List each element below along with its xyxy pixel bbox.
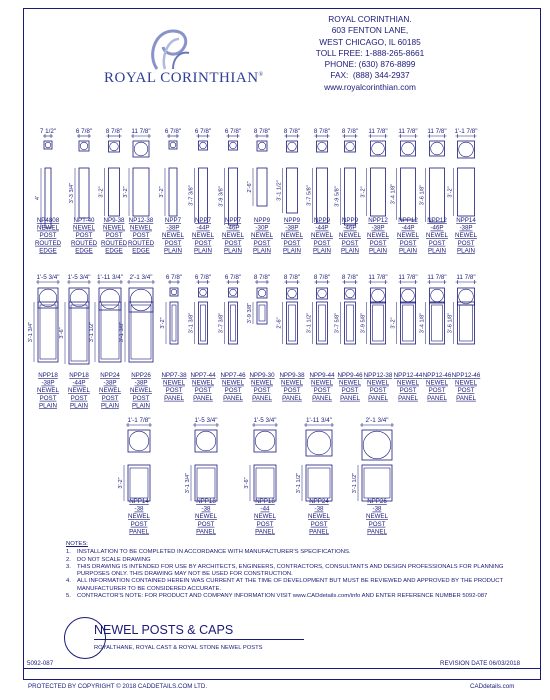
top-dimension-label: 1'-5 3/4"	[194, 417, 218, 424]
post-elevation	[345, 302, 356, 344]
detail-row3-2	[244, 417, 278, 535]
note-item	[66, 593, 506, 600]
post-elevation	[371, 168, 386, 216]
post-panel-inset	[101, 305, 119, 359]
cap-plan-square	[254, 430, 276, 452]
post-label: NPP26 -38 NEWEL POST PANEL	[365, 498, 389, 536]
cap-plan-square	[362, 430, 392, 460]
side-dimension-label: 3'-1 1/2"	[306, 312, 313, 334]
detail-row1-8	[277, 128, 304, 254]
note-number: 1.	[66, 549, 71, 556]
post-elevation	[401, 168, 416, 220]
cap-plan-circle	[134, 142, 148, 156]
revision-date: REVISION DATE 06/03/2018	[440, 660, 521, 667]
post-elevation	[69, 302, 89, 364]
post-panel-inset	[130, 468, 148, 498]
address-line[interactable]: www.royalcorinthian.com	[324, 81, 416, 92]
cap-plan-circle	[402, 289, 415, 302]
cap-plan-square	[133, 141, 149, 157]
cap-plan-square	[430, 288, 445, 303]
note-number: 3.	[66, 563, 71, 570]
top-dimension-label: 8 7/8"	[341, 274, 359, 281]
post-panel-inset	[259, 305, 265, 321]
side-dimension-label: 3'-7 3/8"	[188, 185, 195, 206]
post-panel-inset	[40, 305, 56, 359]
cap-plan-square	[129, 288, 153, 312]
top-dimension-label: 6 7/8"	[194, 128, 212, 135]
post-panel-inset	[201, 305, 206, 341]
side-dimension-label: 3'-2"	[390, 317, 397, 329]
side-dimension-label: 3'-6 1/8"	[419, 184, 426, 206]
cap-plan-circle	[288, 142, 297, 151]
post-label: NPP9 -44P NEWEL POST PLAIN	[310, 217, 334, 255]
post-label: NPP9-30 NEWEL POST PANEL	[249, 372, 275, 402]
top-dimension-label: 11 7/8"	[131, 128, 151, 135]
cap-plan-circle	[372, 142, 385, 155]
detail-row2-2	[89, 274, 123, 409]
cap-plan-circle	[307, 431, 331, 455]
post-label: NPP12-44 NEWEL POST PANEL	[393, 372, 423, 402]
top-dimension-label: 6 7/8"	[224, 274, 242, 281]
footer-divider	[23, 668, 541, 669]
detail-row2-10	[335, 274, 364, 402]
cap-plan-square	[345, 141, 356, 152]
top-dimension-label: 8 7/8"	[283, 128, 301, 135]
post-label: NPP18 -44P NEWEL POST PLAIN	[67, 372, 91, 410]
post-elevation	[254, 465, 276, 501]
post-elevation	[199, 168, 208, 223]
side-dimension-label: 3'-1 3/8"	[188, 312, 195, 334]
post-elevation	[306, 465, 332, 501]
top-dimension-label: 11 7/8"	[368, 128, 388, 135]
post-label: NPP9-44 NEWEL POST PANEL	[309, 372, 335, 402]
address-line: ROYAL CORINTHIAN.	[328, 14, 412, 24]
side-dimension-label: 3'-4 1/8"	[390, 183, 397, 205]
side-dimension-label: 3'-7 3/8"	[218, 312, 225, 334]
detail-row2-9	[307, 274, 336, 402]
note-number: 4.	[66, 578, 71, 585]
side-dimension-label: 3'-2"	[160, 317, 166, 329]
post-elevation	[229, 302, 238, 344]
side-dimension-label: 3'-2"	[98, 186, 105, 198]
post-label: NPP12-38 NEWEL POST PANEL	[363, 372, 393, 402]
post-label: NP12-38 NEWEL POST ROUTED EDGE	[127, 217, 155, 255]
cap-plan-square	[430, 141, 445, 156]
top-dimension-label: 1'-11 3/4"	[96, 274, 124, 281]
cap-plan-circle	[318, 289, 327, 298]
notes-block	[66, 541, 506, 600]
detail-row2-0	[28, 274, 60, 409]
post-label: NPP12 -44P NEWEL POST PLAIN	[396, 217, 420, 255]
brand-name: ROYAL CORINTHIAN®	[104, 70, 264, 86]
note-item	[66, 557, 506, 564]
post-panel-inset	[319, 305, 326, 341]
side-dimension-label: 3'-1 3/4"	[28, 321, 34, 343]
post-elevation	[257, 168, 267, 206]
post-panel-inset	[172, 305, 176, 341]
drawing-subtitle: ROYALTHANE, ROYAL CAST & ROYAL STONE NEWEL POSTS	[94, 645, 263, 651]
top-dimension-label: 1'-5 3/4"	[253, 417, 277, 424]
detail-row1-14	[448, 128, 478, 254]
side-dimension-label: 3'-9 5/8"	[360, 312, 367, 334]
post-panel-inset	[131, 305, 151, 359]
side-dimension-label: 3'-1 1/2"	[276, 180, 283, 201]
detail-row2-1	[59, 274, 91, 409]
top-dimension-label: 11 7/8"	[456, 274, 476, 281]
post-elevation	[169, 168, 177, 216]
post-elevation	[199, 302, 208, 344]
post-panel-inset	[231, 305, 236, 341]
notes-heading: NOTES:	[66, 541, 88, 547]
cap-plan-circle	[431, 142, 444, 155]
cap-plan-square	[109, 141, 120, 152]
side-dimension-label: 3'-6 1/8"	[447, 312, 454, 334]
post-elevation	[287, 168, 298, 213]
cap-plan-square	[345, 288, 356, 299]
post-label: NPP14 -38P NEWEL POST PLAIN	[454, 217, 478, 255]
top-dimension-label: 1'-5 3/4"	[67, 274, 91, 281]
address-line: WEST CHICAGO, IL 60185	[319, 36, 421, 47]
side-dimension-label: 3'-7 5/8"	[334, 312, 341, 334]
cap-plan-circle	[346, 142, 355, 151]
notes-list	[66, 549, 506, 600]
post-panel-inset	[460, 305, 473, 341]
cap-plan-circle	[230, 142, 237, 149]
detail-row1-0	[35, 128, 62, 254]
drawing-code: 5092-087	[27, 660, 54, 667]
cap-plan-square	[401, 288, 416, 303]
post-label: NP4808 NEWEL POST ROUTED EDGE	[34, 217, 62, 255]
side-dimension-label: 3'-2"	[123, 186, 129, 198]
cap-plan-circle	[110, 142, 119, 151]
post-panel-inset	[347, 305, 354, 341]
post-elevation	[317, 168, 328, 223]
detail-row2-6	[219, 274, 247, 402]
note-text: THIS DRAWING IS INTENDED FOR USE BY ARCHITECTS, ENGINEERS, CONTRACTORS, CONSULTANTS AND DESIGN PROFESSIONALS FOR PLANNING PURPOSES ONLY. THIS DRAWING MAY NOT BE USED FOR CONSTRUCTION.	[77, 563, 504, 578]
detail-row1-6	[219, 128, 245, 254]
post-elevation	[79, 168, 89, 218]
note-number: 2.	[66, 556, 71, 563]
cap-plan-circle	[130, 289, 152, 311]
cap-plan-square	[371, 288, 386, 303]
top-dimension-label: 6 7/8"	[224, 128, 242, 135]
detail-row2-3	[119, 274, 155, 409]
side-dimension-label: 3'-2"	[447, 186, 454, 198]
side-dimension-label: 3'-9 3/8"	[218, 186, 225, 207]
note-item	[66, 564, 506, 579]
cap-plan-circle	[230, 289, 237, 296]
cap-plan-circle	[258, 289, 266, 297]
post-label: NPP14 -38 NEWEL POST PANEL	[127, 498, 151, 536]
cap-plan-circle	[196, 431, 216, 451]
post-label: NPP7 -46P NEWEL POST PLAIN	[221, 217, 245, 255]
side-dimension-label: 3'-7 5/8"	[306, 185, 313, 206]
post-elevation	[99, 302, 121, 362]
post-label: NPP9-46 NEWEL POST PANEL	[337, 372, 363, 402]
top-dimension-label: 8 7/8"	[105, 128, 123, 135]
cap-plan-circle	[39, 289, 57, 307]
post-panel-inset	[364, 468, 390, 498]
top-dimension-label: 1'-1 7/8"	[454, 128, 478, 135]
cap-plan-circle	[459, 142, 474, 157]
post-label: NPP12-46 NEWEL POST PANEL	[451, 372, 481, 402]
title-underline	[94, 639, 304, 640]
cap-plan-circle	[200, 142, 207, 149]
note-item	[66, 578, 506, 593]
post-label: NP9-38 NEWEL POST ROUTED EDGE	[100, 217, 128, 255]
note-text: INSTALLATION TO BE COMPLETED IN ACCORDANCE WITH MANUFACTURER'S SPECIFICATIONS.	[77, 549, 351, 556]
side-dimension-label: 4'	[35, 195, 41, 201]
top-dimension-label: 11 7/8"	[398, 274, 418, 281]
detail-row2-8	[277, 274, 306, 402]
post-elevation	[458, 302, 475, 344]
post-label: NPP24 -38P NEWEL POST PLAIN	[98, 372, 122, 410]
side-dimension-label: 3'-2"	[159, 186, 165, 198]
cap-plan-circle	[288, 289, 297, 298]
cap-plan-square	[306, 430, 332, 456]
detail-row2-11	[361, 274, 393, 402]
post-panel-inset	[289, 305, 296, 341]
detail-row1-9	[307, 128, 334, 254]
note-text: CONTRACTOR'S NOTE: FOR PRODUCT AND COMPANY INFORMATION VISIT www.CADdetails.com/info AND ENTER REFERENCE NUMBER 5092-087	[77, 593, 488, 600]
cap-plan-square	[458, 141, 475, 158]
post-panel-inset	[403, 305, 414, 341]
detail-row1-1	[69, 128, 98, 254]
top-dimension-label: 6 7/8"	[75, 128, 93, 135]
cap-plan-circle	[100, 289, 120, 309]
post-label: NPP7-44 NEWEL POST PANEL	[190, 372, 216, 402]
detail-row1-7	[247, 128, 274, 254]
cap-plan-circle	[258, 142, 266, 150]
side-dimension-label: 2'-6"	[247, 181, 253, 193]
side-dimension-label: 3'-6"	[244, 477, 250, 489]
post-label: NPP12-46 NEWEL POST PANEL	[422, 372, 452, 402]
site-link[interactable]: CADdetails.com	[470, 683, 515, 690]
cap-plan-circle	[363, 431, 391, 459]
top-dimension-label: 8 7/8"	[313, 128, 331, 135]
cap-plan-circle	[255, 431, 275, 451]
side-dimension-label: 3'-9 3/8"	[247, 302, 253, 324]
post-label: NPP7-46 NEWEL POST PANEL	[220, 372, 246, 402]
cap-plan-circle	[171, 289, 177, 295]
side-dimension-label: 3'-1 3/8"	[119, 321, 125, 343]
post-panel-inset	[197, 468, 215, 498]
cap-plan-square	[287, 288, 298, 299]
cap-plan-circle	[372, 289, 385, 302]
cap-plan-circle	[80, 142, 88, 150]
post-elevation	[128, 465, 150, 501]
post-elevation	[133, 168, 149, 216]
cap-plan-square	[458, 288, 475, 305]
top-dimension-label: 1'-1 7/8"	[127, 417, 151, 424]
address-line: FAX: (888) 344-2937	[330, 70, 410, 81]
post-panel-inset	[432, 305, 443, 341]
detail-row2-13	[420, 274, 452, 402]
detail-row1-11	[361, 128, 390, 254]
post-label: NPP7 -44P NEWEL POST PLAIN	[191, 217, 215, 255]
post-elevation	[458, 168, 475, 216]
top-dimension-label: 11 7/8"	[398, 128, 418, 135]
post-elevation	[38, 302, 58, 362]
detail-row3-0	[118, 417, 152, 535]
side-dimension-label: 3'-1 1/2"	[296, 472, 302, 494]
top-dimension-label: 11 7/8"	[368, 274, 388, 281]
note-number: 5.	[66, 593, 71, 600]
top-dimension-label: 8 7/8"	[313, 274, 331, 281]
cap-plan-square	[317, 288, 328, 299]
detail-row1-5	[189, 128, 215, 254]
post-label: NPP12 -38P NEWEL POST PLAIN	[366, 217, 390, 255]
cap-plan-circle	[200, 289, 207, 296]
cap-plan-circle	[70, 289, 88, 307]
detail-row2-12	[391, 274, 423, 402]
copyright-text: PROTECTED BY COPYRIGHT © 2018 CADDETAILS.COM LTD.	[28, 683, 208, 690]
post-label: NPP24 -38 NEWEL POST PANEL	[307, 498, 331, 536]
detail-row2-7	[247, 274, 275, 402]
drawing-title: NEWEL POSTS & CAPS	[94, 623, 234, 637]
post-label: NPP9-38 NEWEL POST PANEL	[279, 372, 305, 402]
side-dimension-label: 3'-4 1/8"	[419, 312, 426, 334]
cap-plan-circle	[170, 142, 176, 148]
detail-row1-4	[159, 128, 185, 254]
post-label: NPP9 -38P NEWEL POST PLAIN	[280, 217, 304, 255]
address-line: TOLL FREE: 1-888-265-8661	[315, 47, 425, 58]
detail-row2-5	[189, 274, 217, 402]
top-dimension-label: 1'-11 3/4"	[305, 417, 333, 424]
side-dimension-label: 3'-3 3/4"	[69, 182, 75, 204]
cap-plan-square	[287, 141, 298, 152]
top-dimension-label: 11 7/8"	[427, 274, 447, 281]
post-elevation	[317, 302, 328, 344]
top-dimension-label: 8 7/8"	[283, 274, 301, 281]
side-dimension-label: 3'-9 5/8"	[334, 186, 341, 207]
top-dimension-label: 8 7/8"	[341, 128, 359, 135]
post-elevation	[430, 168, 445, 222]
post-label: NPP7 -38P NEWEL POST PLAIN	[161, 217, 185, 255]
cap-plan-square	[99, 288, 121, 310]
top-dimension-label: 1'-5 3/4"	[36, 274, 60, 281]
detail-row3-1	[185, 417, 219, 535]
post-label: NPP18 -38 NEWEL POST PANEL	[194, 498, 218, 536]
post-panel-inset	[308, 468, 330, 498]
top-dimension-label: 8 7/8"	[253, 128, 271, 135]
side-dimension-label: 3'-2"	[118, 477, 124, 489]
cap-plan-square	[128, 430, 150, 452]
detail-row3-3	[296, 417, 334, 535]
cap-plan-circle	[318, 142, 327, 151]
cap-plan-square	[317, 141, 328, 152]
post-label: NPP26 -38P NEWEL POST PLAIN	[129, 372, 153, 410]
detail-row1-13	[420, 128, 449, 254]
side-dimension-label: 3'-1 3/4"	[185, 472, 191, 494]
cap-plan-square	[401, 141, 416, 156]
top-dimension-label: 6 7/8"	[194, 274, 212, 281]
post-label: NPP9 -46P NEWEL POST PLAIN	[338, 217, 362, 255]
side-dimension-label: 2'-6"	[276, 317, 283, 329]
post-panel-inset	[256, 468, 274, 498]
detail-row1-12	[391, 128, 420, 254]
cap-plan-circle	[402, 142, 415, 155]
cap-plan-square	[195, 430, 217, 452]
note-text: DO NOT SCALE DRAWING	[77, 556, 151, 563]
detail-row1-3	[123, 128, 155, 254]
cap-plan-circle	[45, 142, 51, 148]
post-label: NPP12 -46P NEWEL POST PLAIN	[425, 217, 449, 255]
post-elevation	[287, 302, 298, 344]
top-dimension-label: 7 1/2"	[39, 128, 57, 135]
top-dimension-label: 8 7/8"	[253, 274, 271, 281]
post-panel-inset	[373, 305, 384, 341]
detail-row1-10	[335, 128, 362, 254]
post-label: NPP18 -44 NEWEL POST PANEL	[253, 498, 277, 536]
top-dimension-label: 6 7/8"	[164, 128, 182, 135]
top-dimension-label: 2'-1 3/4"	[129, 274, 153, 281]
detail-row2-14	[448, 274, 481, 402]
side-dimension-label: 3'-2"	[360, 186, 367, 198]
cap-plan-circle	[431, 289, 444, 302]
post-label: NPP7-38 NEWEL POST PANEL	[161, 372, 187, 402]
post-elevation	[170, 302, 178, 344]
side-dimension-label: 3'-1 1/2"	[352, 472, 358, 494]
post-panel-inset	[71, 305, 87, 361]
cap-plan-square	[371, 141, 386, 156]
post-label: NPP9 -30P NEWEL POST PLAIN	[250, 217, 274, 255]
address-line: PHONE: (630) 876-8899	[324, 59, 416, 70]
address-line: 603 FENTON LANE,	[331, 25, 409, 36]
cap-plan-circle	[346, 289, 355, 298]
note-text: ALL INFORMATION CONTAINED HEREIN WAS CURRENT AT THE TIME OF DEVELOPMENT BUT MUST BE REVIEWED AND APPROVED BY THE PRODUCT MANUFACTURER TO BE CONSIDERED ACCURATE.	[77, 578, 503, 592]
top-dimension-label: 11 7/8"	[427, 128, 447, 135]
post-elevation	[195, 465, 217, 501]
post-label: NPP18 -38P NEWEL POST PLAIN	[36, 372, 60, 410]
note-item	[66, 549, 506, 556]
cap-plan-circle	[129, 431, 149, 451]
post-elevation	[362, 465, 392, 501]
detail-row2-4	[160, 274, 187, 402]
post-label: NPT-40 NEWEL POST ROUTED EDGE	[70, 217, 98, 255]
side-dimension-label: 3'-6"	[59, 327, 65, 339]
top-dimension-label: 2'-1 3/4"	[365, 417, 389, 424]
post-elevation	[109, 168, 120, 216]
top-dimension-label: 6 7/8"	[165, 274, 183, 281]
side-dimension-label: 3'-1 1/2"	[89, 321, 95, 343]
detail-row3-4	[352, 417, 394, 535]
